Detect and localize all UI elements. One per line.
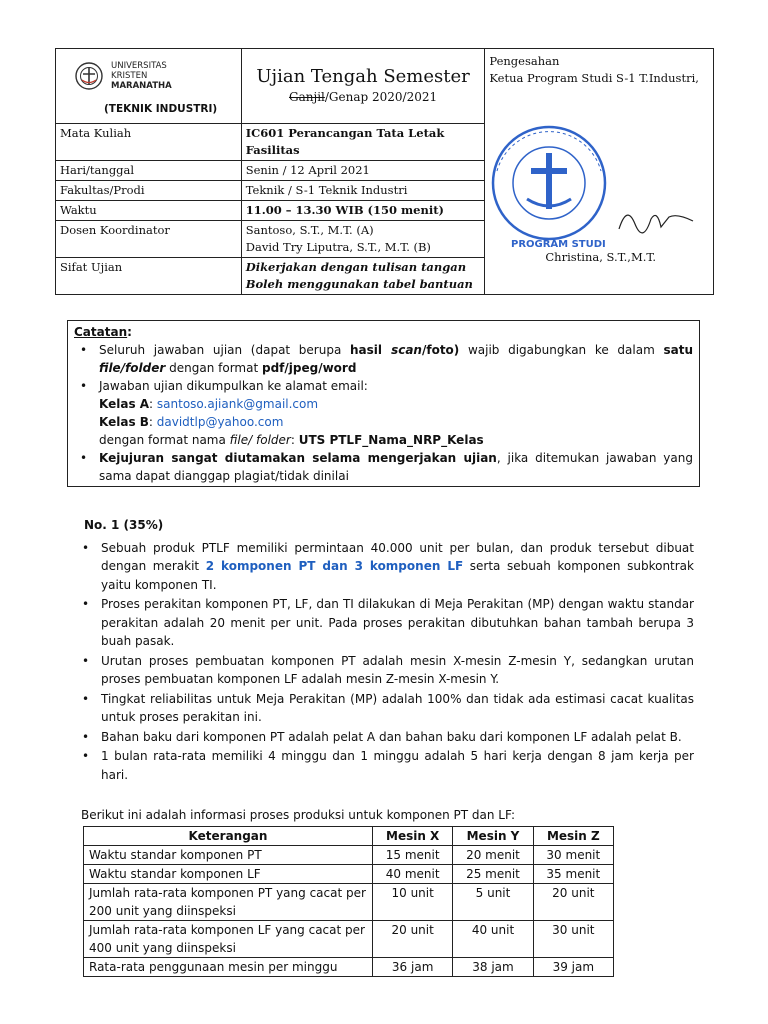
row-label: Waktu	[56, 201, 242, 221]
table-cell: 20 menit	[453, 846, 533, 865]
kelas-b-email-link[interactable]: davidtlp@yahoo.com	[156, 415, 284, 429]
table-cell: 5 unit	[453, 884, 533, 921]
question-1	[76, 516, 694, 785]
exam-header-table	[55, 48, 714, 295]
row-value-exam-type	[241, 258, 485, 295]
table-header-row	[84, 827, 614, 846]
logo-line-3: MARANATHA	[111, 81, 172, 91]
table-cell: 25 menit	[453, 865, 533, 884]
row-value-lecturers	[241, 221, 485, 258]
lecturer-b: David Try Liputra, S.T., M.T. (B)	[245, 240, 431, 254]
question-title: No. 1 (35%)	[84, 518, 164, 532]
row-label: Dosen Koordinator	[56, 221, 242, 258]
question-bullet: • Sebuah produk PTLF memiliki permintaan 40.000 unit per bulan, dan produk tersebut dibuat dengan merakit 2 komponen PT dan 3 komponen LF serta sebuah komponen subkontrak yaitu komponen TI.	[76, 539, 694, 595]
question-bullet: • Proses perakitan komponen PT, LF, dan TI dilakukan di Meja Perakitan (MP) dengan waktu standar perakitan adalah 20 menit per unit. Pada proses perakitan dibutuhkan bahan tambah berupa 3 buah pasak.	[76, 595, 694, 651]
row-value-time: 11.00 – 13.30 WIB (150 menit)	[241, 201, 485, 221]
signer-name: Christina, S.T.,M.T.	[545, 250, 657, 264]
kelas-a-email-link[interactable]: santoso.ajiank@gmail.com	[156, 397, 319, 411]
exam-title: Ujian Tengah Semester	[256, 66, 470, 87]
table-row	[84, 884, 614, 921]
note-item: • Seluruh jawaban ujian (dapat berupa hasil scan/foto) wajib digabungkan ke dalam satu file/folder dengan format pdf/jpeg/word	[74, 341, 693, 377]
question-bullet: • Bahan baku dari komponen PT adalah pelat A dan bahan baku dari komponen LF adalah pelat B.	[76, 728, 694, 747]
semester-struck: Ganjil	[289, 90, 325, 104]
approval-title: Pengesahan	[489, 54, 560, 68]
table-row	[84, 921, 614, 958]
approval-cell	[485, 49, 714, 295]
table-cell: 36 jam	[373, 958, 453, 977]
table-intro: Berikut ini adalah informasi proses produksi untuk komponen PT dan LF:	[81, 808, 515, 822]
title-cell	[241, 49, 485, 124]
table-cell: Jumlah rata-rata komponen LF yang cacat per 400 unit yang diinspeksi	[84, 921, 373, 958]
row-label: Fakultas/Prodi	[56, 181, 242, 201]
table-row	[84, 865, 614, 884]
table-cell: 15 menit	[373, 846, 453, 865]
notes-title: Catatan:	[74, 325, 132, 339]
row-value-date: Senin / 12 April 2021	[241, 161, 485, 181]
table-header: Mesin X	[373, 827, 453, 846]
table-header: Mesin Y	[453, 827, 533, 846]
semester-rest: /Genap 2020/2021	[324, 90, 438, 104]
table-cell: 40 menit	[373, 865, 453, 884]
stamp-program-text: PROGRAM STUDI	[510, 239, 606, 250]
semester-line	[246, 89, 481, 106]
note-item: • Jawaban ujian dikumpulkan ke alamat email: Kelas A: santoso.ajiank@gmail.com Kelas B: davidtlp@yahoo.com dengan format nama file/ folder: UTS PTLF_Nama_NRP_Kelas	[74, 377, 693, 449]
table-header: Mesin Z	[533, 827, 613, 846]
table-cell: Rata-rata penggunaan mesin per minggu	[84, 958, 373, 977]
logo-line-1: UNIVERSITAS	[111, 61, 167, 71]
table-row	[84, 958, 614, 977]
row-label: Sifat Ujian	[56, 258, 242, 295]
logo-line-2: KRISTEN	[111, 71, 148, 81]
table-cell: 39 jam	[533, 958, 613, 977]
maranatha-emblem-icon	[72, 61, 106, 91]
row-label: Mata Kuliah	[56, 124, 242, 161]
university-stamp-icon	[487, 121, 617, 256]
exam-type-2: Boleh menggunakan tabel bantuan	[245, 277, 473, 291]
university-logo	[72, 61, 172, 91]
department-label: (TEKNIK INDUSTRI)	[104, 103, 218, 115]
row-value-faculty: Teknik / S-1 Teknik Industri	[241, 181, 485, 201]
table-cell: 35 menit	[533, 865, 613, 884]
table-cell: 30 menit	[533, 846, 613, 865]
notes-box	[67, 320, 700, 487]
table-row	[84, 846, 614, 865]
row-value-course: IC601 Perancangan Tata Letak Fasilitas	[241, 124, 485, 161]
signature-icon	[617, 199, 697, 239]
table-cell: 10 unit	[373, 884, 453, 921]
table-cell: 38 jam	[453, 958, 533, 977]
row-label: Hari/tanggal	[56, 161, 242, 181]
table-cell: 20 unit	[533, 884, 613, 921]
table-cell: Waktu standar komponen LF	[84, 865, 373, 884]
process-table	[83, 826, 614, 977]
table-header: Keterangan	[84, 827, 373, 846]
logo-cell	[56, 49, 242, 124]
note-item: • Kejujuran sangat diutamakan selama mengerjakan ujian, jika ditemukan jawaban yang sama dapat dianggap plagiat/tidak dinilai	[74, 449, 693, 485]
table-cell: Waktu standar komponen PT	[84, 846, 373, 865]
table-cell: 30 unit	[533, 921, 613, 958]
question-bullet: • 1 bulan rata-rata memiliki 4 minggu dan 1 minggu adalah 5 hari kerja dengan 8 jam kerja per hari.	[76, 747, 694, 784]
lecturer-a: Santoso, S.T., M.T. (A)	[245, 223, 374, 237]
approval-role: Ketua Program Studi S-1 T.Industri,	[489, 71, 699, 85]
exam-type-1: Dikerjakan dengan tulisan tangan	[245, 260, 467, 274]
question-bullet: • Urutan proses pembuatan komponen PT adalah mesin X-mesin Z-mesin Y, sedangkan urutan proses pembuatan komponen LF adalah mesin Z-mesin X-mesin Y.	[76, 652, 694, 689]
table-cell: 20 unit	[373, 921, 453, 958]
question-bullet: • Tingkat reliabilitas untuk Meja Perakitan (MP) adalah 100% dan tidak ada estimasi cacat kualitas untuk proses perakitan ini.	[76, 690, 694, 727]
table-cell: 40 unit	[453, 921, 533, 958]
table-cell: Jumlah rata-rata komponen PT yang cacat per 200 unit yang diinspeksi	[84, 884, 373, 921]
